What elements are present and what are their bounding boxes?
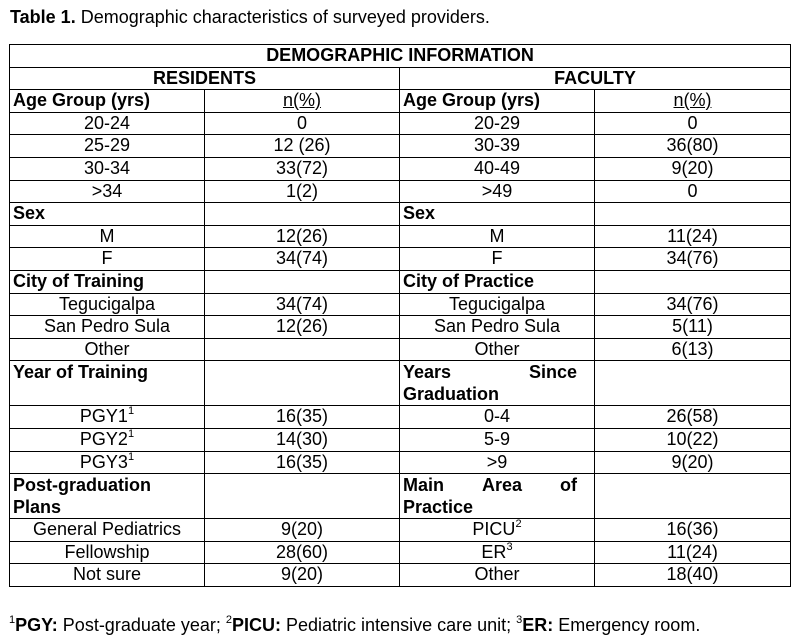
residents-section-value [205,361,400,406]
faculty-section-label [400,361,595,406]
footnote-marker: 1 [127,405,135,418]
table-title: DEMOGRAPHIC INFORMATION [10,45,791,68]
residents-item-label [10,428,205,451]
faculty-item-value: 0 [595,112,791,135]
residents-item-label [10,451,205,474]
footnote-marker: 1 [127,428,135,440]
footnote-3-definition: Emergency room. [553,615,701,635]
residents-section-label-line1: Post-graduation [13,475,151,496]
residents-item-value: 0 [205,112,400,135]
residents-item-value: 12 (26) [205,135,400,158]
residents-item-value: 1(2) [205,180,400,203]
table-row [10,225,791,248]
footnote-2-definition: Pediatric intensive care unit; [281,615,517,635]
footnote-3-term: ER: [522,615,554,635]
residents-category-label: Age Group (yrs) [10,90,205,113]
footnote-3-marker: 3 [516,614,523,626]
residents-item-value [205,338,400,361]
faculty-item-label [400,135,595,158]
table-row [10,474,791,519]
faculty-item-value: 18(40) [595,564,791,587]
label-word: Years [403,362,452,383]
faculty-item-text: Other [474,338,520,359]
residents-item-value: 16(35) [205,406,400,429]
residents-item-label [10,112,205,135]
title-row [10,45,791,68]
faculty-section-value [595,270,791,293]
residents-item-text: F [101,248,113,269]
table-row [10,157,791,180]
residents-item-text: Fellowship [64,541,150,562]
faculty-section-label [400,474,595,519]
residents-item-text: M [99,225,115,246]
residents-item-value: 9(20) [205,519,400,542]
table-row [10,361,791,406]
faculty-item-value: 6(13) [595,338,791,361]
residents-section-label-line2: Plans [13,497,62,518]
footnote-marker: 1 [127,451,135,463]
faculty-item-text: Other [474,564,520,585]
caption-label: Table 1. [10,7,76,27]
residents-item-label [10,293,205,316]
residents-item-text: General Pediatrics [32,519,182,540]
footnote-2-term: PICU: [232,615,282,635]
faculty-section-label: Sex [400,203,595,226]
residents-section-label: Year of Training [10,361,205,406]
table-row [10,90,791,113]
faculty-header: FACULTY [400,67,791,90]
residents-item-label [10,225,205,248]
faculty-item-label [400,248,595,271]
faculty-item-text: M [489,225,505,246]
footnote-1-term: PGY: [15,615,58,635]
residents-item-text: 30-34 [83,157,131,178]
faculty-section-value [595,203,791,226]
residents-section-label: City of Training [10,270,205,293]
residents-item-label [10,519,205,542]
residents-item-label [10,406,205,429]
table-row [10,428,791,451]
table-row [10,564,791,587]
residents-item-value: 12(26) [205,316,400,339]
label-word: Area [481,475,523,496]
label-word: Main [403,475,445,496]
faculty-item-text: PICU [472,519,516,540]
faculty-item-label [400,541,595,564]
faculty-item-label [400,451,595,474]
faculty-item-label [400,112,595,135]
faculty-item-label [400,428,595,451]
faculty-item-text: 40-49 [473,157,521,178]
table-row [10,406,791,429]
faculty-item-value: 9(20) [595,157,791,180]
faculty-item-text: 20-29 [473,112,521,133]
faculty-item-text: 0-4 [483,406,510,427]
residents-item-label [10,135,205,158]
faculty-section-label-line2: Graduation [403,384,500,405]
residents-section-label [10,474,205,519]
table-row [10,203,791,226]
faculty-item-value: 11(24) [595,541,791,564]
table-footnote [9,614,700,636]
table-row [10,338,791,361]
table-row [10,248,791,271]
residents-item-text: San Pedro Sula [43,316,171,337]
table-row [10,112,791,135]
residents-item-text: PGY3 [79,451,128,472]
residents-header: RESIDENTS [10,67,400,90]
faculty-item-text: San Pedro Sula [433,316,561,337]
residents-item-value: 34(74) [205,248,400,271]
faculty-item-label [400,180,595,203]
faculty-item-value: 11(24) [595,225,791,248]
label-word: of [559,475,577,496]
table-row [10,541,791,564]
faculty-item-label [400,564,595,587]
faculty-item-label [400,338,595,361]
residents-item-value: 28(60) [205,541,400,564]
faculty-section-value [595,361,791,406]
faculty-item-value: 5(11) [595,316,791,339]
faculty-item-value: 10(22) [595,428,791,451]
residents-item-text: PGY1 [79,406,128,427]
faculty-item-value: 16(36) [595,519,791,542]
residents-item-text: Not sure [72,564,142,585]
residents-item-label [10,338,205,361]
table-row [10,451,791,474]
residents-section-value [205,474,400,519]
faculty-item-text: Tegucigalpa [448,293,546,314]
table-row [10,293,791,316]
footnote-marker: 3 [506,541,513,553]
residents-item-label [10,248,205,271]
faculty-section-label: City of Practice [400,270,595,293]
faculty-item-label [400,406,595,429]
faculty-item-label [400,519,595,542]
residents-item-text: 20-24 [83,112,131,133]
faculty-item-value: 26(58) [595,406,791,429]
faculty-item-value: 34(76) [595,248,791,271]
residents-section-value [205,203,400,226]
table-row [10,316,791,339]
faculty-value-header: n(%) [595,90,791,113]
residents-item-value: 34(74) [205,293,400,316]
residents-item-label [10,541,205,564]
residents-section-label: Sex [10,203,205,226]
faculty-item-text: F [491,248,503,269]
caption-text: Demographic characteristics of surveyed providers. [80,7,490,27]
residents-item-value: 16(35) [205,451,400,474]
faculty-section-label-line2: Practice [403,497,474,518]
faculty-item-text: >9 [486,451,508,472]
faculty-item-label [400,157,595,180]
faculty-item-label [400,225,595,248]
faculty-item-label [400,293,595,316]
residents-item-value: 33(72) [205,157,400,180]
table-row [10,519,791,542]
faculty-category-label: Age Group (yrs) [400,90,595,113]
residents-value-header: n(%) [205,90,400,113]
residents-item-value: 14(30) [205,428,400,451]
faculty-item-value: 36(80) [595,135,791,158]
demographics-table [9,44,791,587]
faculty-section-label-line1 [403,474,577,496]
residents-item-label [10,564,205,587]
faculty-item-value: 34(76) [595,293,791,316]
label-word: Since [528,362,577,383]
faculty-item-text: ER [481,541,507,562]
faculty-item-text: 5-9 [483,428,510,449]
faculty-item-value: 0 [595,180,791,203]
footnote-1-marker: 1 [9,614,16,626]
table-row [10,180,791,203]
residents-item-text: Other [84,338,130,359]
table-row [10,135,791,158]
faculty-item-value: 9(20) [595,451,791,474]
faculty-section-label-line1 [403,361,577,383]
footnote-2-marker: 2 [225,614,233,626]
faculty-item-text: >49 [481,180,513,201]
footnote-marker: 2 [515,518,522,531]
residents-item-label [10,157,205,180]
residents-item-label [10,316,205,339]
faculty-item-text: 30-39 [473,135,521,156]
residents-item-text: 25-29 [83,135,131,156]
table-caption [10,6,490,28]
faculty-item-label [400,316,595,339]
residents-item-value: 12(26) [205,225,400,248]
residents-item-text: >34 [91,180,123,201]
group-header-row [10,67,791,90]
residents-item-label [10,180,205,203]
residents-item-text: Tegucigalpa [58,293,156,314]
footnote-1-definition: Post-graduate year; [57,615,226,635]
faculty-section-value [595,474,791,519]
residents-item-value: 9(20) [205,564,400,587]
residents-section-value [205,270,400,293]
table-row [10,270,791,293]
residents-item-text: PGY2 [79,428,128,449]
